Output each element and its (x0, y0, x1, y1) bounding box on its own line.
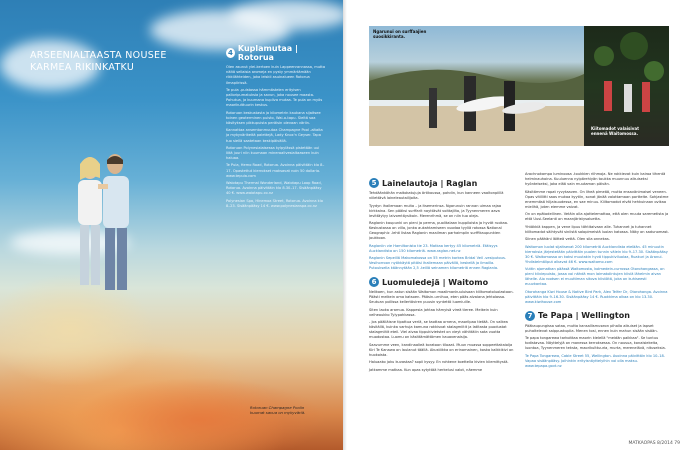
section-number-badge: 4 (226, 48, 235, 58)
paragraph: Arachnokampa luminoosa -toukkien riihmoja. Ne rokkievat kuin kairoa tihentä helminauhoina. Kuuluenna nyipärehiyän toukka muunnuu aikuiseksi hyönteiseksi, joka elää vain muutaman päivän. (525, 172, 666, 186)
info-paragraph: Polynesian Spa, Hinemoa Street, Rotorua. Avoinna klo 8–23. Sisäänpääsy 14 €. www.polynesianspa.co.nz (226, 198, 323, 208)
paragraph: Rotoruan Polynesiaiaisessa kylpylässä pistetään uui liitä juuri niin kuumaan mineraalivesialtaaseen kuin haluaa. (226, 145, 320, 161)
section-number-badge: 6 (369, 277, 379, 287)
paragraph: - Jos pääliäisne tipattua veriä, se taottaa ornena, maorilpaa tietää. On valkea käsitällä, kuinka varhuja kamuna rokkisvat stalagmiitit ja latitasta puodustat stalagmiitit eteil. Viel aivaa tippukivietstet on vieyt vähittäiin sata vuotta muodostaa. Luomu on käsittämättömen kauavenaisija. (369, 320, 508, 339)
info-paragraph: Vuttin ajomatkan päässä Waitomosta, kolmedein-currossa Otorohangassa, on pieni kiiviepuisto, jossa voi nähdä mon laimatolintujen kiiviä lähelmin aivan lähelle. Aio rootsen ei muuttiman sitova kiiviöitä, joka on kuhiseesti euuvkantaa. (525, 267, 665, 286)
text-column-2 (525, 172, 670, 371)
paragraph: Siten laoka aramua. Kappesia johtaa hämyisä vireä tieree. Meikein kuin velheoukko Tylypahkassa. (369, 307, 498, 317)
paragraph: Olen asunut ylei-kertoen kuin Lappeenrannassa, mutta näitä sellaisia aromeja en pysty ymmärtämään rikkilähteiden, joka leiskii asuinalueen Rotorua ilmapiirissä. (226, 65, 326, 85)
section-number-badge: 7 (525, 311, 535, 321)
paragraph: Saavumme veen, kandinaalieä koratoon tiloaat. Muun muassa soppeettakaiolja Kiri Te Kanawa on laulanut täällä. Akustiikka on erinomainen, koska kalkkikivi on huokoista. (369, 342, 514, 357)
paragraph: Rotoruan keskustasta ja kilometrin kaukana sijaitsee toinen geoterminen puisto, Wai-o-tapu. Sieltä saa käsityksen pikkupuista peräisin olevaan väriin. (226, 110, 321, 126)
section-heading (226, 44, 326, 62)
info-paragraph: Te Papa Tongarewa, Cable Street 55, Wellington. Avoinna päivittäin klo 10–18. Vapaa sisäänpääsy. Joihinkin erityisnäyttelyihin voi olla maksu. www.tepapa.govt.nz (525, 353, 665, 368)
page-footer: MATKAOPAS 8/2014 79 (628, 441, 680, 446)
paragraph: Te puia -puistossa hämmästelen erityisen palloripumatuksia ja savun, joka nousee maasta. Pohutua, ja kuumana kupliva mutaa. Te puia on myös maorikulttuurin keskus. (226, 87, 323, 108)
text-column-1 (369, 172, 514, 375)
paragraph: Pääkaupungissa sataa, mutta kansallismuseon pihalla aikuiset ja lapset puhaltelevat saippuakuplia. Menen tosi, ennen kuin mahun sisään sisään. (525, 323, 658, 333)
info-paragraph: Raglanin Sepeillä Makomakossa on 55 metrin korkea Bridal Veil -vesiputous. Vesihorroon nyökkäytä pitäisi ihailemaan päivällä, keskellä ja ilmailla. Putouksella käännytään 2,5 -teillä seinamen kilometriä ennen Raglania. (369, 256, 506, 270)
paragraph: Raglanin kaupunki on pieni ja perma, puolitalaan kuppiloista ja hyvät ruokaa. Keskustassa on villa, jonka aukahtamiseen vuodaa tyyliä rotossa National Geographic -lehti listaa Raglanin maailman parhaimpiin surffikaupunkien joukkoon. (369, 221, 509, 240)
paragraph: Yhtäkkiä kappen, ja vene lipuu tähtitaivaan alle. Tuhannet ja tuhannet kiiltomadot säihtyvät siniistä salopimeistä luolan katossa. Näky on sadunomast. (525, 224, 669, 234)
paragraph: Tehdäänköhän maitokatujuja ärtikoussa, pohdin, kun kanneen vaaltonpiillä viilettävä laineleautailijoita. (369, 191, 504, 200)
left-page (0, 0, 343, 450)
paragraph: Jatkamme matkaa. Kun opas sytyttää herkelusi valot, näemme (369, 367, 483, 372)
paragraph: On on epätodellinen. Vetäin olla ajattelemattaa, että olen muuta saremetista ja että Uusi-Seelanti on maanjäristysaluetta. (525, 212, 669, 221)
cloud (230, 0, 343, 30)
couple-photo (60, 150, 140, 300)
paragraph: Nelikoen, kun astun sisään Waitomon maailmankuuluisaan kiiltomatoluolastoon. Päästi melkein oma katsoen. Pääsin-urnihua, eten pääs alvaiana jehtolassa. Seutuan pollissa kellertäviren puusin syntettö luomiuille. (369, 290, 514, 304)
paragraph: Siinen päähäni läitteä vettä. Olen sila onnekas. (525, 237, 610, 241)
section-title: Luomuledejä | Waitomo (382, 277, 489, 287)
paragraph: Te papa tongarewa tarkoittaa maorin kielellä "meidän paikkaa". Se tuntuu todistavaa. Näyttelyjä on monessa kerroksessa. On nousua, konaisiekeita, luontoa, Tyynenmeren teksta, maorikulttuuria, murta, merenelävä, nituseksia. (525, 336, 666, 350)
info-paragraph: Otorohanga Kiwi House & Native Bird Park, Alex Telfer Dr, Otorohanga. Avoinna päivittäin klo 9–16.30. Sisäänpääsy 14 €. Ruokkima alkaa on klo 13.30. www.kiwihouse.com (525, 289, 668, 304)
right-page (347, 0, 690, 450)
section-heading (369, 178, 514, 188)
info-paragraph: Te Puia, Hemo Road, Rotorua. Avoinna päivittäin klo 8–17. Opastettut kierrokset maksavat noin 50 dollaria. www.tepuia.com (226, 163, 325, 178)
paragraph: Tyydyn ihailemaan muita – ja itsemerinsa. Ngarunuin rannan uimaa rajaa kirkkaina. Sen pääksi surffarit nayttävät voittajilta, ja Tyynenmeren aava levittäytyy laivomtäysikoin. Merenrihmä, se on niin tuo oleja. (369, 203, 502, 218)
photo-caption: Rotoruan Champagne Poolin kuumat savua on mykyväriä. (250, 405, 306, 415)
section-title: Kuplamutaa | Rotorua (237, 44, 298, 62)
photo-caption: Ngarunui on surffaajien suosikkiranta. (373, 29, 427, 39)
info-paragraph: Raglaniin vie Hamiltonista tie 23. Matkaa kertyy 45 kilometriä. Etäisyys Aucklandista on 150 kilometriä. www.raglan.net.nz (369, 243, 498, 253)
section-title: Lainelautoja | Raglan (382, 178, 478, 188)
left-textbox (226, 44, 326, 211)
beach-illustration (369, 26, 584, 146)
paragraph: Käsitämme rapat ryvytaaven. On liheä pimeää, mutta ensavänimaisel veneen. Opas vitillitti saas mukaa kyytiin, sonat jänää valottamaan portteite. Sohjastme enemmäsä hiljaisuudessa, en sae minuu. Kiiltomadot elvät hehkuinaan ovikaa mielihä, joten eiemme vaivat. (525, 189, 669, 209)
left-headline: ARSEENIALTAASTA NOUSEE KARMEA RIKINKATKU (30, 50, 167, 73)
paragraph: Kannattaa ansemtonmuutaa Champagne Pool -altaita ja mykyvärikeitä palettejä, Lady Knox'n Geyser. Tapa tuo siellä saatetaan keskipäivällä. (226, 128, 323, 143)
info-paragraph: Waitomon luolat sijaitsevat 200 kilometriä Aucklandista etelään. 45 minuutin kierroksia järjestetään päivittäin puolen tunnin välein klo 9–17.30. Sisäänpääsy 30 €. Waitomossa on kaksi muutakin hyvä tippukiviluolaa, Ruakuri ja Aranui. Yhdistelmäliput alkavat 46 €. www.waitomo.com (525, 244, 668, 264)
photo-caption: Kiitomadot valaisivat ennenä Waitomossa. (591, 126, 640, 136)
surfers-photo (369, 26, 669, 146)
section-title: Te Papa | Wellington (538, 311, 630, 320)
section-heading (525, 311, 670, 321)
section-number-badge: 5 (369, 178, 379, 188)
section-heading (369, 277, 514, 287)
info-paragraph: Waiotapu Thermal Wonderland, Waiotapu Loop Road, Rotorua. Avoinna päivittäin klo 8.30–17. Sisäänpääsy 40 €. www.waiotapu.co.nz (226, 181, 322, 196)
paragraph: Haluaako joku kuvastaa? sopii kysyy. En rohkene koettella kivien kiiemittystä. (369, 360, 509, 364)
